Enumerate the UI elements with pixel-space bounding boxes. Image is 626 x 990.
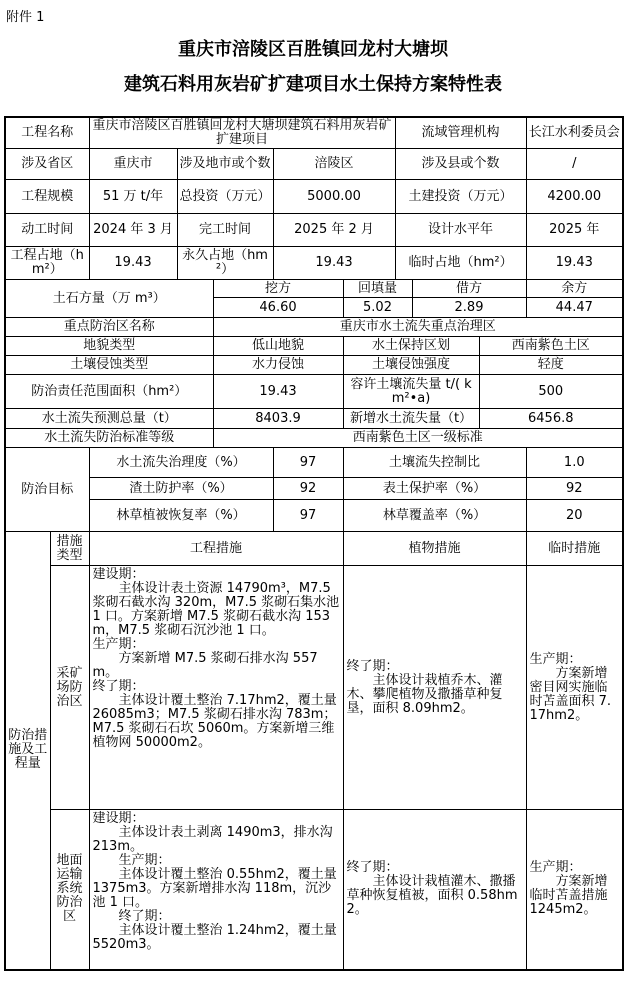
city-label: 涉及地市或个数: [177, 149, 273, 180]
temporary-land-value: 19.43: [526, 247, 623, 280]
temporary-land-label: 临时占地（hm²）: [395, 247, 526, 280]
city-value: 涪陵区: [273, 149, 395, 180]
plant-measures-header: 植物措施: [343, 532, 526, 566]
engineering-measures-header: 工程措施: [89, 532, 343, 566]
end-time-label: 完工时间: [177, 214, 273, 247]
road-eng-line: 建设期：: [92, 811, 145, 826]
project-name-label: 工程名称: [5, 117, 89, 149]
erosion-intensity-value: 轻度: [479, 356, 623, 375]
road-eng-line: 生产期：: [118, 853, 171, 868]
scale-label: 工程规模: [5, 180, 89, 214]
land-occupation-value: 19.43: [89, 247, 177, 280]
start-time-value: 2024 年 3 月: [89, 214, 177, 247]
earthwork-surplus-value: 44.47: [526, 298, 623, 318]
mining-temp-text: 方案新增密目网实施临时苫盖面积 7.17hm2。: [529, 665, 612, 723]
road-temp-text: 方案新增临时苫盖措施 1245m2。: [529, 874, 608, 918]
design-year-value: 2025 年: [526, 214, 623, 247]
predicted-loss-label: 水土流失预测总量（t）: [5, 409, 213, 429]
landform-value: 低山地貌: [213, 337, 343, 356]
mining-eng-line: 方案新增 M7.5 浆砌石排水沟 557m。: [92, 651, 318, 680]
mining-plant-period: 终了期：: [346, 658, 399, 674]
key-zone-value: 重庆市水土流失重点治理区: [213, 318, 623, 337]
document-title-line-2: 建筑石料用灰岩矿扩建项目水土保持方案特性表: [124, 74, 502, 95]
mining-eng-line: 主体设计表土资源 14790m³，M7.5 浆砌石截水沟 320m，M7.5 浆砌石集水池 1 口。方案新增 M7.5 浆砌石截水沟 153m，M7.5 浆砌石沉沙池 1 口。: [92, 581, 340, 638]
erosion-type-label: 土壤侵蚀类型: [5, 356, 213, 375]
allowable-loss-value: 500: [479, 375, 623, 409]
target-vegetation-coverage-value: 20: [526, 500, 623, 532]
earthwork-borrow-value: 2.89: [412, 298, 526, 318]
design-year-label: 设计水平年: [395, 214, 526, 247]
target-slag-protection-label: 渣土防护率（%）: [89, 478, 273, 500]
road-eng-line: 主体设计覆土整治 0.55hm2，覆土量 1375m3。方案新增排水沟 118m，沉沙池 1 口。: [92, 867, 337, 910]
mining-eng-line: 终了期：: [92, 679, 145, 694]
target-loss-ratio-label: 土壤流失控制比: [343, 448, 526, 478]
province-value: 重庆市: [89, 149, 177, 180]
scale-value: 51 万 t/年: [89, 180, 177, 214]
start-time-label: 动工时间: [5, 214, 89, 247]
basin-authority-value: 长江水利委员会: [526, 117, 623, 149]
earthwork-backfill-header: 回填量: [343, 280, 412, 298]
mining-temp-period: 生产期：: [529, 651, 582, 667]
county-label: 涉及县或个数: [395, 149, 526, 180]
mining-plant-text: 主体设计栽植乔木、灌木、攀爬植物及撒播草种复垦，面积 8.09hm2。: [346, 672, 503, 716]
measures-label: 防治措施及工程量: [5, 532, 50, 970]
mining-plant-measures: [343, 566, 526, 810]
basin-authority-label: 流域管理机构: [395, 117, 526, 149]
road-plant-measures: [343, 810, 526, 970]
attachment-label: 附件 1: [6, 10, 45, 25]
civil-investment-label: 土建投资（万元）: [395, 180, 526, 214]
road-engineering-measures: [89, 810, 343, 970]
mining-eng-line: 建设期：: [92, 567, 145, 582]
erosion-type-value: 水力侵蚀: [213, 356, 343, 375]
earthwork-excavation-value: 46.60: [213, 298, 343, 318]
target-vegetation-recovery-label: 林草植被恢复率（%）: [89, 500, 273, 532]
new-loss-value: 6456.8: [479, 409, 623, 429]
mining-engineering-measures: [89, 566, 343, 810]
land-occupation-label: 工程占地（hm²）: [5, 247, 89, 280]
measure-type-header: 措施类型: [50, 532, 89, 566]
landform-label: 地貌类型: [5, 337, 213, 356]
target-topsoil-protection-label: 表土保护率（%）: [343, 478, 526, 500]
targets-label: 防治目标: [5, 448, 89, 532]
allowable-loss-label: 容许土壤流失量 t/( km²•a): [343, 375, 479, 409]
mining-eng-line: 生产期：: [92, 637, 145, 652]
road-zone-label: 地面运输系统防治区: [50, 810, 89, 970]
responsibility-area-value: 19.43: [213, 375, 343, 409]
target-loss-ratio-value: 1.0: [526, 448, 623, 478]
road-eng-line: 终了期：: [118, 909, 171, 924]
target-control-rate-label: 水土流失治理度（%）: [89, 448, 273, 478]
earthwork-label: 土石方量（万 m³）: [5, 280, 213, 318]
soil-region-label: 水土保持区划: [343, 337, 479, 356]
total-investment-value: 5000.00: [273, 180, 395, 214]
road-eng-line: 主体设计表土剥离 1490m3，排水沟 213m。: [92, 825, 333, 854]
document-title-line-1: 重庆市涪陵区百胜镇回龙村大塘坝: [178, 39, 448, 60]
earthwork-surplus-header: 余方: [526, 280, 623, 298]
temporary-measures-header: 临时措施: [526, 532, 623, 566]
standard-grade-value: 西南紫色土区一级标准: [213, 429, 623, 448]
province-label: 涉及省区: [5, 149, 89, 180]
total-investment-label: 总投资（万元）: [177, 180, 273, 214]
standard-grade-label: 水土流失防治标准等级: [5, 429, 213, 448]
earthwork-excavation-header: 挖方: [213, 280, 343, 298]
mining-temporary-measures: [526, 566, 623, 810]
responsibility-area-label: 防治责任范围面积（hm²）: [5, 375, 213, 409]
permanent-land-value: 19.43: [273, 247, 395, 280]
target-slag-protection-value: 92: [273, 478, 343, 500]
road-eng-line: 主体设计覆土整治 1.24hm2，覆土量 5520m3。: [92, 923, 337, 952]
permanent-land-label: 永久占地（hm²）: [177, 247, 273, 280]
target-topsoil-protection-value: 92: [526, 478, 623, 500]
civil-investment-value: 4200.00: [526, 180, 623, 214]
road-plant-text: 主体设计栽植灌木、撒播草种恢复植被，面积 0.58hm2。: [346, 874, 518, 918]
predicted-loss-value: 8403.9: [213, 409, 343, 429]
earthwork-borrow-header: 借方: [412, 280, 526, 298]
mining-zone-label: 采矿场防治区: [50, 566, 89, 810]
characteristics-table: [4, 116, 624, 971]
road-plant-period: 终了期：: [346, 860, 399, 876]
target-vegetation-coverage-label: 林草覆盖率（%）: [343, 500, 526, 532]
key-zone-label: 重点防治区名称: [5, 318, 213, 337]
new-loss-label: 新增水土流失量（t）: [343, 409, 479, 429]
erosion-intensity-label: 土壤侵蚀强度: [343, 356, 479, 375]
target-control-rate-value: 97: [273, 448, 343, 478]
county-value: /: [526, 149, 623, 180]
project-name-value: 重庆市涪陵区百胜镇回龙村大塘坝建筑石料用灰岩矿扩建项目: [89, 117, 395, 149]
target-vegetation-recovery-value: 97: [273, 500, 343, 532]
earthwork-backfill-value: 5.02: [343, 298, 412, 318]
mining-eng-line: 主体设计覆土整治 7.17hm2，覆土量 26085m3；M7.5 浆砌石排水沟 783m；M7.5 浆砌石石坎 5060m。方案新增三维植物网 50000m2。: [92, 693, 337, 750]
end-time-value: 2025 年 2 月: [273, 214, 395, 247]
road-temp-period: 生产期：: [529, 860, 582, 876]
road-temporary-measures: [526, 810, 623, 970]
soil-region-value: 西南紫色土区: [479, 337, 623, 356]
